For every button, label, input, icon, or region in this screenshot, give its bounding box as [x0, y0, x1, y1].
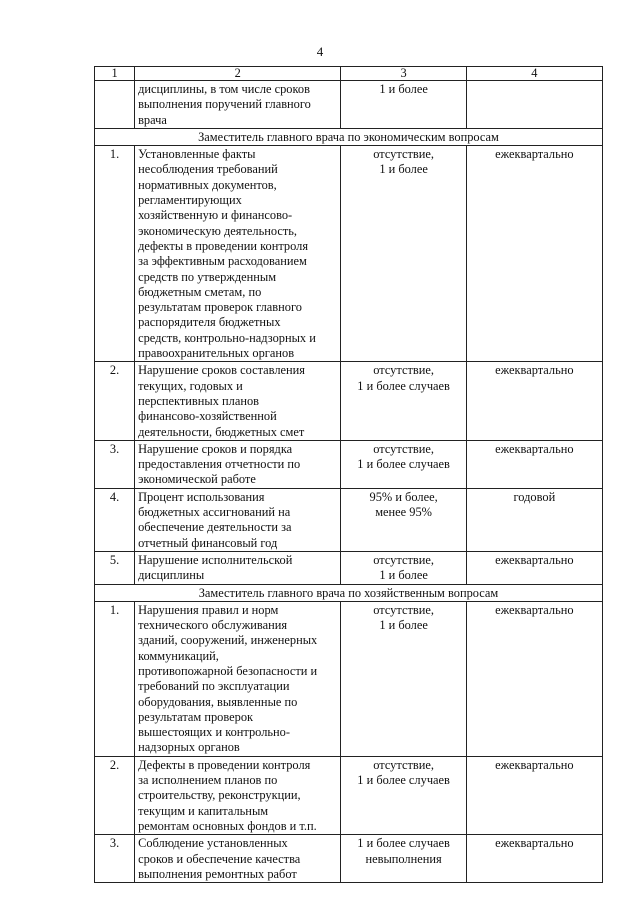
cell-line: Установленные факты [138, 147, 256, 162]
criterion-value [341, 601, 466, 756]
cell-line: 1 и более [379, 568, 428, 583]
indicator-text [135, 601, 341, 756]
indicator-text [135, 81, 341, 129]
column-header-3: 3 [341, 67, 466, 81]
cell-line: дисциплины [138, 568, 205, 583]
criterion-value [341, 835, 466, 883]
cell-line: перспективных планов [138, 393, 260, 408]
period: ежеквартально [466, 146, 602, 362]
section-title: Заместитель главного врача по экономическим вопросам [95, 128, 603, 145]
period: ежеквартально [466, 551, 602, 584]
cell-line: Нарушение сроков и порядка [138, 441, 293, 456]
period: ежеквартально [466, 440, 602, 488]
cell-line: коммуникаций, [138, 648, 219, 663]
row-number: 3. [95, 835, 135, 883]
criterion-value [341, 756, 466, 834]
cell-line: отсутствие, [373, 552, 434, 567]
cell-line: результатам проверок [138, 709, 254, 724]
table-row [95, 835, 603, 883]
table-row [95, 756, 603, 834]
row-number: 1. [95, 601, 135, 756]
table-row [95, 81, 603, 129]
header-row [95, 67, 603, 81]
period: ежеквартально [466, 756, 602, 834]
row-number: 4. [95, 488, 135, 551]
cell-line: выполнения поручений главного [138, 97, 311, 112]
cell-line: экономическую деятельность, [138, 223, 298, 238]
page-number: 4 [316, 44, 324, 59]
table-body [95, 67, 603, 883]
cell-line: результатам проверок главного [138, 300, 302, 315]
cell-line: менее 95% [375, 505, 432, 520]
criterion-value [341, 551, 466, 584]
cell-line: 1 и более случаев [357, 378, 450, 393]
table-row [95, 601, 603, 756]
cell-line: отсутствие, [373, 602, 434, 617]
section-row [95, 128, 603, 145]
cell-line: обеспечение деятельности за [138, 520, 292, 535]
table-row [95, 551, 603, 584]
cell-line: зданий, сооружений, инженерных [138, 633, 318, 648]
cell-line: 1 и более случаев [357, 773, 450, 788]
cell-line: противопожарной безопасности и [138, 663, 318, 678]
cell-line: 1 и более случаев [357, 457, 450, 472]
cell-line: отсутствие, [373, 757, 434, 772]
cell-line: отчетный финансовый год [138, 535, 278, 550]
section-title: Заместитель главного врача по хозяйственным вопросам [95, 584, 603, 601]
cell-line: бюджетным сметам, по [138, 284, 262, 299]
cell-line: 1 и более [379, 618, 428, 633]
cell-line: надзорных органов [138, 740, 240, 755]
indicator-text [135, 756, 341, 834]
cell-line: требований по эксплуатации [138, 679, 290, 694]
cell-line: Нарушение сроков составления [138, 363, 305, 378]
indicator-text [135, 440, 341, 488]
cell-line: 95% и более, [369, 489, 438, 504]
column-header-4: 4 [466, 67, 602, 81]
indicator-text [135, 835, 341, 883]
cell-line: финансово-хозяйственной [138, 409, 277, 424]
row-number: 3. [95, 440, 135, 488]
period [466, 81, 602, 129]
cell-line: выполнения ремонтных работ [138, 866, 297, 881]
table-row [95, 488, 603, 551]
cell-line: несоблюдения требований [138, 162, 278, 177]
table-row [95, 146, 603, 362]
cell-line: предоставления отчетности по [138, 457, 301, 472]
cell-line: 1 и более [379, 82, 428, 96]
period: ежеквартально [466, 362, 602, 440]
cell-line: 1 и более [379, 162, 428, 177]
cell-line: хозяйственную и финансово- [138, 208, 293, 223]
indicator-text [135, 551, 341, 584]
table-row [95, 362, 603, 440]
cell-line: Процент использования [138, 489, 265, 504]
cell-line: за эффективным расходованием [138, 254, 307, 269]
period: ежеквартально [466, 601, 602, 756]
cell-line: средств, контрольно-надзорных и [138, 330, 316, 345]
cell-line: Соблюдение установленных [138, 836, 288, 851]
cell-line: вышестоящих и контрольно- [138, 725, 291, 740]
criterion-value [341, 488, 466, 551]
cell-line: регламентирующих [138, 193, 242, 208]
cell-line: невыполнения [365, 851, 442, 866]
indicator-text [135, 488, 341, 551]
indicators-table [94, 66, 603, 883]
period: годовой [466, 488, 602, 551]
cell-line: врача [138, 112, 167, 127]
period: ежеквартально [466, 835, 602, 883]
cell-line: средств по утвержденным [138, 269, 277, 284]
row-number [95, 81, 135, 129]
criterion-value [341, 440, 466, 488]
column-header-2: 2 [135, 67, 341, 81]
cell-line: экономической работе [138, 472, 256, 487]
cell-line: Нарушения правил и норм [138, 602, 279, 617]
criterion-value [341, 81, 466, 129]
cell-line: технического обслуживания [138, 618, 288, 633]
cell-line: ремонтам основных фондов и т.п. [138, 818, 317, 833]
cell-line: отсутствие, [373, 363, 434, 378]
cell-line: текущих, годовых и [138, 378, 243, 393]
cell-line: правоохранительных органов [138, 346, 295, 361]
row-number: 5. [95, 551, 135, 584]
cell-line: распорядителя бюджетных [138, 315, 281, 330]
cell-line: текущим и капитальным [138, 803, 269, 818]
cell-line: отсутствие, [373, 441, 434, 456]
column-header-1: 1 [95, 67, 135, 81]
cell-line: бюджетных ассигнований на [138, 505, 291, 520]
table-row [95, 440, 603, 488]
cell-line: оборудования, выявленные по [138, 694, 298, 709]
cell-line: отсутствие, [373, 147, 434, 162]
section-row [95, 584, 603, 601]
indicator-text [135, 362, 341, 440]
row-number: 2. [95, 756, 135, 834]
cell-line: Нарушение исполнительской [138, 552, 293, 567]
indicator-text [135, 146, 341, 362]
cell-line: деятельности, бюджетных смет [138, 424, 305, 439]
cell-line: за исполнением планов по [138, 773, 278, 788]
cell-line: дисциплины, в том числе сроков [138, 82, 310, 96]
cell-line: нормативных документов, [138, 177, 277, 192]
criterion-value [341, 146, 466, 362]
row-number: 2. [95, 362, 135, 440]
criterion-value [341, 362, 466, 440]
cell-line: 1 и более случаев [357, 836, 450, 851]
cell-line: Дефекты в проведении контроля [138, 757, 311, 772]
cell-line: сроков и обеспечение качества [138, 851, 301, 866]
cell-line: строительству, реконструкции, [138, 788, 301, 803]
row-number: 1. [95, 146, 135, 362]
cell-line: дефекты в проведении контроля [138, 238, 309, 253]
